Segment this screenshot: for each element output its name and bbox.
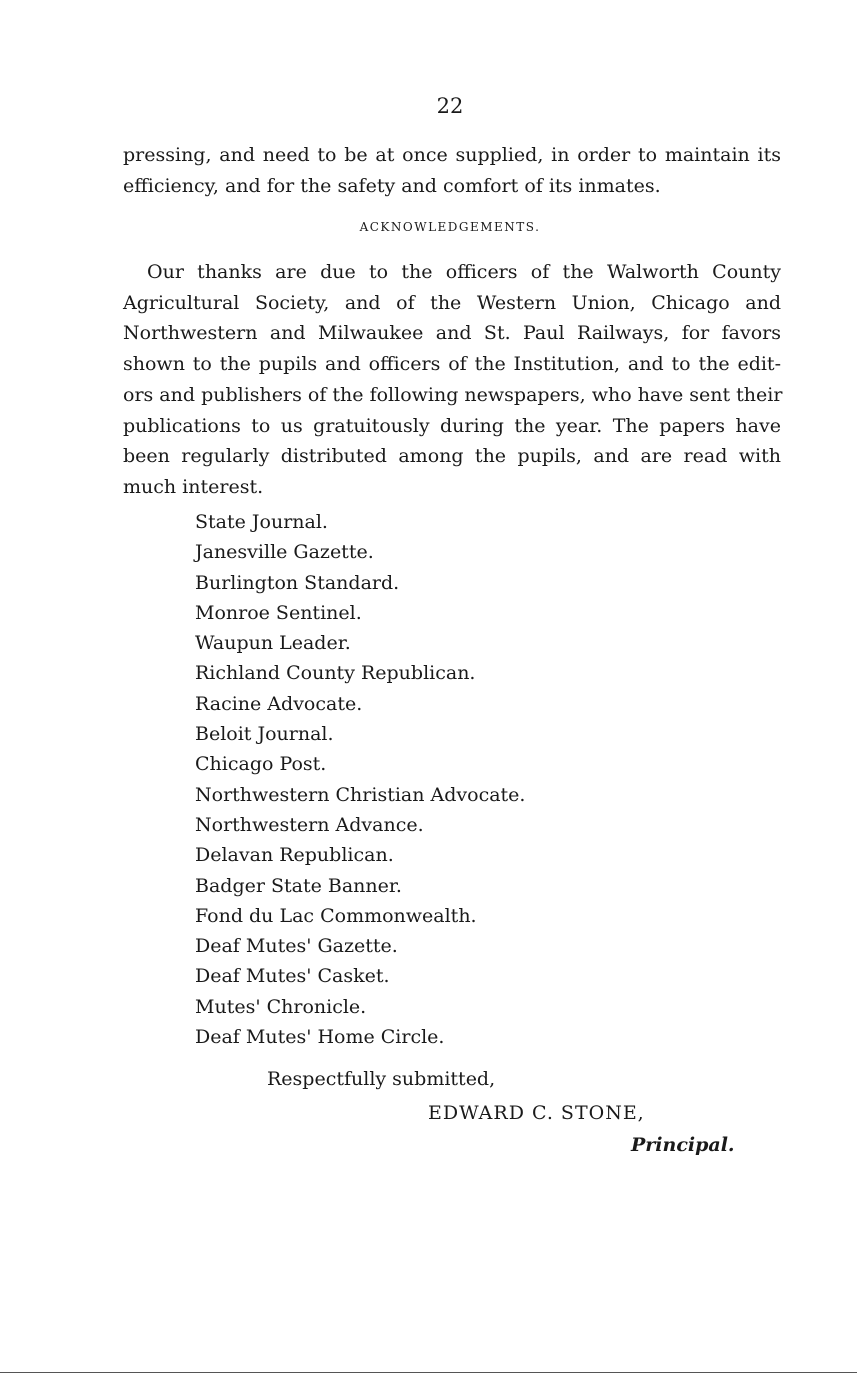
list-item: Chicago Post.: [195, 753, 327, 776]
bottom-rule: [0, 1372, 857, 1373]
text-line: publications to us gratuitously during the year. The papers have: [123, 414, 781, 437]
signature-name: EDWARD C. STONE,: [428, 1102, 645, 1124]
paragraph-intro: [123, 140, 781, 201]
text-line: Our thanks are due to the officers of the Walworth County: [147, 261, 781, 283]
text-line: been regularly distributed among the pupils, and are read with: [123, 445, 781, 468]
list-item: Richland County Republican.: [195, 662, 476, 685]
list-item: Racine Advocate.: [195, 692, 363, 715]
newspaper-list: [195, 507, 525, 1052]
signature-title: Principal.: [631, 1134, 735, 1156]
page-number: 22: [436, 94, 464, 118]
text-line: shown to the pupils and officers of the Institution, and to the edit-: [123, 353, 781, 376]
list-item: Northwestern Advance.: [195, 813, 424, 836]
section-heading: ACKNOWLEDGEMENTS.: [359, 220, 541, 234]
closing-line: Respectfully submitted,: [267, 1068, 496, 1090]
list-item: Monroe Sentinel.: [195, 601, 362, 624]
list-item: Beloit Journal.: [195, 723, 334, 746]
list-item: Mutes' Chronicle.: [195, 995, 367, 1018]
list-item: Deaf Mutes' Gazette.: [195, 935, 398, 958]
list-item: State Journal.: [195, 511, 328, 533]
text-line: Northwestern and Milwaukee and St. Paul Railways, for favors: [123, 322, 781, 345]
list-item: Waupun Leader.: [195, 632, 351, 655]
list-item: Fond du Lac Commonwealth.: [195, 904, 477, 927]
list-item: Delavan Republican.: [195, 844, 394, 867]
list-item: Burlington Standard.: [195, 571, 400, 594]
text-line: Agricultural Society, and of the Western Union, Chicago and: [123, 291, 781, 314]
list-item: Deaf Mutes' Casket.: [195, 965, 390, 988]
list-item: Northwestern Christian Advocate.: [195, 783, 526, 806]
text-line: pressing, and need to be at once supplied, in order to maintain its: [123, 144, 781, 166]
list-item: Janesville Gazette.: [195, 541, 374, 564]
text-line: efficiency, and for the safety and comfort of its inmates.: [123, 174, 661, 197]
text-line: ors and publishers of the following newspapers, who have sent their: [123, 383, 783, 406]
list-item: Deaf Mutes' Home Circle.: [195, 1026, 445, 1049]
list-item: Badger State Banner.: [195, 874, 402, 897]
paragraph-acknowledgements: [123, 257, 781, 503]
text-line: much interest.: [123, 475, 264, 498]
